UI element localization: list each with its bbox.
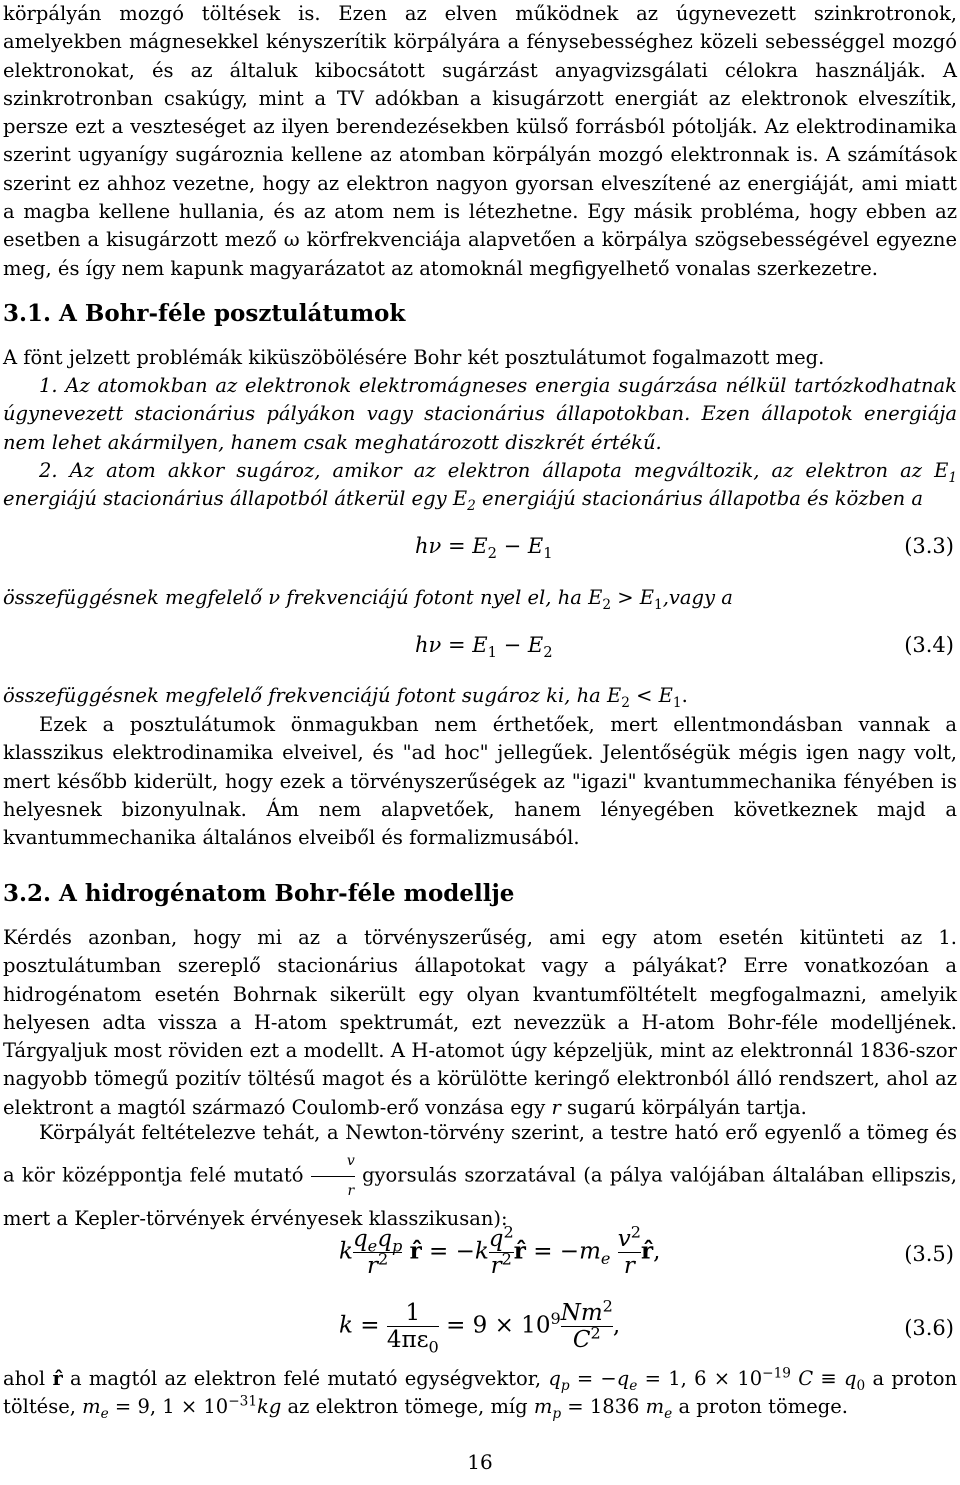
section-title-3-2: 3.2. A hidrogénatom Bohr-féle modellje [3,880,515,907]
s32-p1-text-c: körpályán tartja. [641,1095,807,1119]
equation-3-5-number: (3.5) [904,1242,954,1266]
equation-3-6-body: k = $\frac{1}{4\pi\varepsilon_0}$ = $9 \times 10^9$ $\frac{Nm^2}{C^2}$ , [339,1296,621,1357]
s32-p2-text-b: gyorsulás szorzatával (a pálya valójában általában ellipszis, mert a Kepler-törvények érvényesek klasszikusan): [3,1163,957,1230]
equation-3-6 [3,1296,957,1358]
equation-3-4-number: (3.4) [904,633,954,657]
section-3-2-paragraph-1: Kérdés azonban, hogy mi az a törvényszerűség, ami egy atom esetén kitünteti az 1. posztulátumban szereplő stacionárius állapotokat vagy a pályákat? Erre vonatkozóan a hidrogénatom esetén Bohrnak sikerült egy olyan kvantumföltételt megfogalmazni, amelyik helyesen adta vissza a H-atom spektrumát, ezt nevezzük a H-atom Bohr-féle modelljének. Tárgyaljuk most röviden ezt a modellt. A H-atomot úgy képzeljük, mint az elektronnál 1836-szor nagyobb tömegű pozitív töltésű magot és a körülötte keringő elektronból álló rendszert, ahol az elektront a magtól származó Coulomb-erő vonzása egy r sugarú körpályán tartja. [3,926,957,1119]
after-eq-3-4: összefüggésnek megfelelő frekvenciájú fotont sugároz ki, ha $E_2 < E_1$. [3,684,688,711]
final-text-d: az elektron tömege, míg [287,1395,528,1419]
final-text-e: a proton tömege. [678,1395,848,1419]
final-text-b: a magtól az elektron felé mutató egységvektor, [69,1367,542,1390]
after-eq-3-3-text: összefüggésnek megfelelő ν frekvenciájú fotont nyel el, ha [3,586,582,609]
comment-paragraph: Ezek a posztulátumok önmagukban nem érthetőek, mert ellentmondásban vannak a klasszikus elektrodinamika elveivel, és "ad hoc" jellegűek. Jelentőségük mégis igen nagy volt, mert később kiderült, hogy ezek a törvényszerűségek az "igazi" kvantummechanika fényében is helyesnek bizonyulnak. Ám nem alapvetőek, hanem lényegében következnek majd a kvantummechanika általános elveiből és formalizmusából. [3,713,957,850]
postulate-2-text-c: energiájú stacionárius állapotba és közben a [481,487,924,511]
postulate-2: 2. Az atom akkor sugároz, amikor az elektron állapota megváltozik, az elektron az $E_1$ energiájú stacionárius állapotból átkerül egy $E_2$ energiájú stacionárius állapotba és közben a [3,459,958,515]
s32-p1-text-b: sugarú [567,1095,636,1119]
v2-over-r-fraction: $\frac{v}{r}$ [311,1147,355,1205]
equation-3-4 [3,633,957,663]
final-text-a: ahol [3,1367,46,1390]
section-3-2-paragraph-2 [3,1119,957,1233]
equation-3-4-body: $h\nu = E_1 - E_2$ [415,633,553,662]
equation-3-3-number: (3.3) [904,534,954,558]
equation-3-5-body: k $\frac{q_eq_p}{r^2}$ r̂ = −k $\frac{q^2}{r^2}$ r̂ = $-m_e$ $\frac{v^2}{r}$ r̂, [339,1222,661,1279]
postulate-2-text-a: 2. Az atom akkor sugároz, amikor az elektron állapota megváltozik, az elektron az [39,459,922,482]
intro-paragraph: körpályán mozgó töltések is. Ezen az elven működnek az úgynevezett szinkrotronok, amelyekben mágnesekkel kényszerítik körpályára a fénysebességhez közeli sebességgel mozgó elektronokat, és az általuk kibocsátott sugárzást anyagvizsgálati célokra használják. A szinkrotronban csakúgy, mint a TV adókban a kisugárzott energiát az elektronok elveszítik, persze ezt a veszteséget az ilyen berendezésekben külső forrásból pótolják. Az elektrodinamika szerint ugyanígy sugároznia kellene az atomban körpályán mozgó elektronnak is. A számítások szerint ez ahhoz vezetne, hogy az elektron nagyon gyorsan elveszítené az energiáját, ami miatt a magba kellene hullania, és az atom nem is létezhetne. Egy másik probléma, hogy ebben az esetben a kisugárzott mező ω körfrekvenciája alapvetően a körpálya szögsebességével egyezne meg, és így nem kapunk magyarázatot az atomoknál megfigyelhető vonalas szerkezetre. [3,2,957,280]
after-eq-3-3: összefüggésnek megfelelő ν frekvenciájú fotont nyel el, ha $E_2$ > $E_1,vagy$ a [3,586,733,613]
s32-p2-text-a: Körpályát feltételezve tehát, a Newton-törvény szerint, a testre ható erő egyenlő a tömeg és a kör középpontja felé mutató [3,1121,957,1187]
section-3-1-lead: A fönt jelzett problémák kiküszöbölésére Bohr két posztulátumot fogalmazott meg. [3,346,825,369]
equation-3-3 [3,534,957,564]
equation-3-3-body: $h\nu = E_2 - E_1$ [415,534,553,563]
after-eq-3-4-text: összefüggésnek megfelelő frekvenciájú fotont sugároz ki, ha [3,684,601,707]
postulate-2-text-b: energiájú stacionárius állapotból átkerül egy [3,487,447,511]
s32-p1-text: Kérdés azonban, hogy mi az a törvényszerűség, ami egy atom esetén kitünteti az 1. posztulátumban szereplő stacionárius állapotokat vagy a pályákat? Erre vonatkozóan a hidrogénatom esetén Bohrnak sikerült egy olyan kvantumföltételt megfogalmazni, amelyik helyesen adta vissza a H-atom spektrumát, ezt nevezzük a H-atom Bohr-féle modelljének. Tárgyaljuk most röviden ezt a modellt. A H-atomot úgy képzeljük, mint az elektronnál 1836-szor nagyobb tömegű pozitív töltésű magot és a körülötte keringő elektronból álló rendszert, ahol az elektront a magtól származó Coulomb-erő vonzása egy [3,926,957,1119]
after-eq-3-3-end: ,vagy a [662,586,733,609]
final-paragraph: ahol r̂ a magtól az elektron felé mutató egységvektor, $q_p = -q_e = 1$, $6 \times 10^{-19}$ $C \equiv q_0$ a proton töltése, $m_e = 9$, $1 \times 10^{-31}kg$ az elektron tömege, míg $m_p = 1836$ $m_e$ a proton tömege. [3,1365,958,1423]
equation-3-5 [3,1222,957,1286]
equation-3-6-number: (3.6) [904,1316,954,1340]
page-number: 16 [467,1450,493,1474]
postulate-1: 1. Az atomokban az elektronok elektromágneses energia sugárzása nélkül tartózkodhatnak úgynevezett stacionárius pályákon vagy stacionárius állapotokban. Ezen állapotok energiája nem lehet akármilyen, hanem csak meghatározott diszkrét értékű. [3,374,957,454]
final-text-c: a proton töltése, [3,1367,958,1419]
section-title-3-1: 3.1. A Bohr-féle posztulátumok [3,300,406,327]
